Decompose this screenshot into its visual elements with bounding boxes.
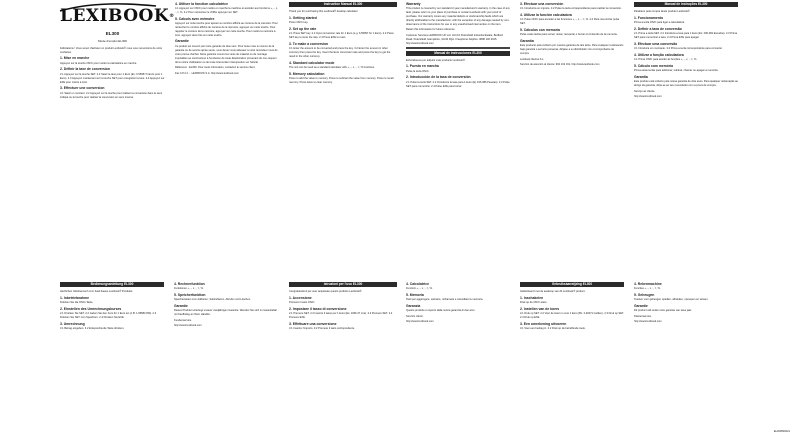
es-s1-head: 1. Puesta en marcha	[406, 64, 439, 69]
de-intro: Herzlichen Glückwunsch zum Kauf dieses Lexibook® Produkts.	[60, 290, 133, 293]
fr-s2-text: 2.1 Appuyez sur la touche SET. 2.2 Saisir la taxe pour 1 Euro (Ex: 6.55957 Francs pour 1 Euro). 2.3 Appuyez maintenant sur la touche SET pour enregistrer la taxe. 2.4 Appuyez sur EXE pour mettre à zéro.	[60, 72, 165, 84]
divider	[406, 47, 510, 49]
fr-s1-text: Appuyez sur la touche ON/C pour mettre la calculatrice en marche.	[60, 61, 137, 65]
pt-s5-head: 5. Cálculo com memória	[634, 63, 674, 68]
fr-mode-title: Mode d'emploi EL300	[98, 38, 127, 43]
pt-s1-text: Prima a tecla ON/C para ligar a calculadora.	[634, 21, 685, 25]
column-spanish-cont	[520, 0, 624, 276]
it-s6-text: Questo prodotto è coperto dalla nostra garanzia di due anni.	[406, 309, 476, 313]
nl-s6-head: Garantie	[634, 303, 648, 308]
nl-s4-head: 4. Rekenmachine	[634, 281, 662, 286]
lexibook-logo	[60, 6, 175, 26]
es-s1-text: Pulse la tecla ON/C.	[406, 69, 430, 73]
column-cover-french	[60, 0, 175, 276]
es-s6-head: Garantía	[520, 38, 534, 43]
column-dutch-cont	[634, 280, 738, 439]
fr-s2-head: 2. Définir la taxe de conversion	[60, 67, 110, 72]
pt-s6b-text: Serviço ao cliente.	[634, 89, 656, 93]
it-s4-text: Funzioni +, -, x, :, =, %.	[406, 287, 433, 291]
it-s5-head: 5. Memoria	[406, 292, 424, 297]
es-s3-text: 3.1 Introduzca un importe. 3.2 Pulse la tecla correspondiente para realizar la conversión.	[520, 7, 622, 11]
column-german	[60, 280, 164, 439]
en-s2-text: 2.1 Press SET key. 2.2 Input conversion rate for 1 Euro (e.g. 6.55957 for 1 Euro). 2.3 Press SET key to store the rate. 2.4 Press EXE to reset.	[289, 32, 394, 40]
column-warranty-spanish	[406, 0, 510, 276]
it-s2-head: 2. Impostare il tasso di conversione	[289, 306, 347, 311]
column-french-cont	[175, 0, 280, 276]
fr-s6-text: Ce produit est couvert par notre garantie de deux ans. Pour toute mise en œuvre de la garantie ou de service après-vente, vous devez vous adresser à votre revendeur muni de votre preuve d'achat. Notre garantie couvre les vices de matériel ou de montage imputables au constructeur à l'exclusion de toute détérioration provenant du non-respect de la notice d'utilisation ou de toute intervention intempestive sur l'article.	[175, 44, 278, 64]
fr-s6-head: Garantie	[175, 39, 189, 44]
es-s5-text: Pulse estas teclas para sumar, restar, recuperar o borrar el contenido de la memoria.	[520, 33, 618, 37]
column-italian	[289, 280, 397, 439]
de-s1-text: Drücken Sie die ON/C-Taste.	[60, 301, 94, 305]
en-s2-head: 2. Set up the rate	[289, 26, 317, 31]
es-manual-title: Manual de instrucciones EL300	[406, 51, 510, 56]
pt-s6-head: Garantia	[634, 74, 648, 79]
pt-s5-text: Prima estas teclas para adicionar, subtrair, chamar ou apagar a memória.	[634, 69, 719, 73]
fr-intro: Félicitations ! Vous venez d'acheter un produit Lexibook® nous vous remercions de votre confiance.	[60, 46, 163, 54]
nl-manual-title: Gebruiksaanwijzing EL300	[520, 282, 624, 287]
es-s2-head: 2. Introducción de la tasa de conversión	[406, 75, 471, 80]
en-s1-head: 1. Getting started	[289, 15, 317, 20]
it-manual-title: Istruzioni per l'uso EL300	[289, 282, 397, 287]
es-s2-text: 2.1 Pulse la tecla SET. 2.2 Introduzca la tasa para 1 Euro (Ej: 166.386 Pesetas). 2.3 Pulse SET para memorizar. 2.4 Pulse EXE para borrar.	[406, 80, 510, 88]
it-s4-head: 4. Calcolatrice	[406, 281, 429, 286]
fr-s5-text: Appuyez sur cette touche pour ajouter au nombre affiché au contenu de la mémoire. Pour retrancher le nombre affiché du contenu de la mémoire, appuyez sur cette touche. Pour rappeler le contenu de la mémoire, appuyez sur cette touche. Pour mettre la mémoire à zéro, appuyez deux fois sur cette touche.	[175, 22, 278, 37]
pt-s3-head: 3. Efectuar uma conversão	[634, 41, 678, 46]
column-english	[289, 0, 397, 276]
it-intro: Congratulazioni per aver acquistato questo prodotto Lexibook®.	[289, 290, 363, 293]
en-s5-head: 5. Memory calculation	[289, 71, 325, 76]
page-number: EL300IM0221	[773, 430, 790, 433]
it-s1-head: 1. Accensione	[289, 295, 312, 300]
nl-s5-text: Toetsen voor geheugen optellen, aftrekken, oproepen en wissen.	[634, 298, 709, 302]
pt-s4-head: 4. Utilizar a função calculadora	[634, 52, 684, 57]
de-s6-head: Garantie	[174, 303, 188, 308]
de-s1-head: 1. Inbetriebnahme	[60, 295, 90, 300]
pt-s2-head: 2. Definir a taxa de conversão	[634, 26, 682, 31]
fr-s3-text: 3.1 Saisir un montant. 3.2 Appuyez sur la touche pour réaliser la conversion dans le sens indiqué ou la touche pour réaliser la conversion en sens inverse.	[60, 91, 163, 99]
column-portuguese	[634, 0, 738, 276]
es-s4-head: 4. Utilizar la función calculadora	[520, 12, 572, 17]
logo-registered: ®	[169, 13, 175, 19]
en-s6c-text: Customer Services LEXIBOOK UK Ltd. Unit 10 Petersfield Industrial Estate, Bedford Road, Petersfield, Hampshire, GU32 3QA. Freephone helpline: 0808 100 3015. http://www.lexibook.com	[406, 33, 503, 45]
fr-s4-head: 4. Utiliser la fonction calculatrice	[175, 1, 228, 6]
fr-s4-text: 4.1 Appuyez sur ON/C pour mettre en marche la machine et accéder aux fonctions +, -, x, :, =, %. 4.2 Pour mémoriser le chiffre appuyez sur SET.	[175, 7, 278, 14]
de-s5-head: 5. Speicherfunktion	[174, 292, 206, 297]
en-s5-text: Press to add the value to memory. Press to subtract the value from memory. Press to recall memory. Press twice to clear memory.	[289, 77, 394, 85]
model-number: EL300	[105, 31, 120, 36]
pt-s2-text: 2.1 Prima a tecla SET. 2.2 Introduza a taxa para 1 Euro (Ex: 200.482 Escudos). 2.3 Prima SET para memorizar a taxa. 2.4 Prima EXE para apagar.	[634, 32, 738, 40]
fr-s6c-text: Fax 0 8 2 2 ... LEXIBOOK S.A. http://www.lexibook.com	[175, 71, 239, 75]
pt-s4-text: 4.1 Prima ON/C para aceder às funções +, -, x, :, =, %.	[634, 58, 697, 62]
pt-s3-text: 3.1 Introduza um montante. 3.2 Prima a tecla correspondente para converter.	[634, 47, 723, 51]
es-s6-text: Este producto está cubierto por nuestra garantía de dos años. Para cualquier reclamación bajo garantía o servicio posventa, diríjase a su distribuidor con el comprobante de compra.	[520, 44, 624, 56]
nl-s2-head: 2. Instellen van de koers	[520, 306, 560, 311]
nl-s2-text: 2.1 Druk op SET. 2.2 Voer de koers in voor 1 Euro (Bv: 2.20371 Gulden). 2.3 Druk op SET. 2.4 Druk op EXE.	[520, 312, 624, 320]
nl-s6c-text: http://www.lexibook.com	[634, 320, 662, 324]
en-s6-head: Warranty	[406, 1, 421, 6]
fr-s6b-text: Référence : EL300. Pour toute information, contactez le service client.	[175, 66, 256, 70]
es-s4-text: 4.1 Pulse ON/C para acceder a las funciones +, -, x, :, =, %. 4.2 Para memorizar pulse SET.	[520, 18, 620, 26]
pt-s6c-text: http://www.lexibook.com	[634, 95, 662, 99]
nl-s1-head: 1. Inschakelen	[520, 295, 544, 300]
de-s2-head: 2. Einstellen des Umrechnungskurses	[60, 306, 122, 311]
logo-brand: LEXIBOOK	[60, 6, 170, 26]
logo-swoosh-icon	[58, 2, 158, 12]
en-s3-text: 3.1 Enter the amount to be converted and press the key. 3.2 Enter the amount in other currency then press the key. Insert the Euro conversion rate and press the key to get the result in the other currency.	[289, 47, 391, 58]
en-manual-title: Instruction Manual EL300	[289, 2, 397, 7]
pt-manual-title: Manual de instruções EL300	[634, 2, 738, 7]
it-s6c-text: http://www.lexibook.com	[406, 320, 434, 324]
en-s6-text: This product is covered by our standard 2-year manufacturer's warranty. In the case of any fault, please return to your place of purchase or contact Lexibook with your proof of purchase. Our warranty covers any material defects or workmanship faults which are directly attributable to the manufacturer, with the exception of any damage caused by non-observance of the instructions for use or any unauthorised intervention on the item.	[406, 7, 510, 26]
es-s3-head: 3. Efectuar una conversión	[520, 1, 564, 6]
de-s4-text: Funktionen +, -, x, :, =, %.	[174, 287, 204, 291]
nl-s3-text: 3.1 Voer een bedrag in. 3.2 Druk op de betreffende toets.	[520, 327, 586, 331]
nl-s3-head: 3. Een omrekening uitvoeren	[520, 321, 567, 326]
it-s5-text: Tasti per aggiungere, sottrarre, richiamare e cancellare la memoria.	[406, 298, 484, 302]
en-s1-text: Press ON/C key.	[289, 21, 309, 25]
column-german-cont	[174, 280, 280, 439]
column-italian-cont	[406, 280, 510, 439]
pt-s6-text: Este produto está coberto pela nossa garantia de dois anos. Para qualquer reclamação ao abrigo da garantia, dirija-se ao seu revendedor com a prova de compra.	[634, 80, 738, 88]
en-s4-head: 4. Standard calculator mode	[289, 60, 335, 65]
nl-intro: Gefeliciteerd met de aankoop van dit Lexibook® product.	[520, 290, 586, 293]
de-s2-text: 2.1 Drücken Sie SET. 2.2 Geben Sie den Kurs für 1 Euro ein (z.B. 1.95583 DM). 2.3 Drücken Sie SET zum Speichern. 2.4 Drücken Sie EXE.	[60, 312, 157, 320]
pt-intro: Parabéns pela compra deste produto Lexibook®.	[634, 10, 691, 13]
de-manual-title: Bedienungsanleitung EL300	[60, 282, 164, 287]
de-s6b-text: Kundenservice.	[174, 318, 192, 322]
fr-s1-head: 1. Mise en marche	[60, 56, 90, 61]
it-s3-text: 3.1 Inserire l'importo. 3.2 Premere il tasto corrispondente.	[289, 327, 355, 331]
es-s6b-text: Lexibook Iberica S.L.	[520, 57, 545, 61]
it-s3-head: 3. Effettuare una conversione	[289, 321, 337, 326]
en-intro: Thank you for purchasing this Lexibook® desktop calculator.	[289, 10, 359, 13]
es-intro: Enhorabuena por adquirir este producto Lexibook®.	[406, 58, 466, 62]
de-s6c-text: http://www.lexibook.com	[174, 324, 202, 328]
en-s6b-text: Retain this information for future reference.	[406, 28, 456, 32]
es-s5-head: 5. Cálculos con memoria	[520, 27, 560, 32]
de-s5-text: Speichertasten zum Addieren, Subtrahieren, Abrufen und Löschen.	[174, 298, 251, 302]
en-s3-head: 3. To make a conversion	[289, 41, 329, 46]
leaflet-bottom-row	[0, 280, 802, 439]
fr-s5-head: 5. Calculs avec mémoire	[175, 16, 215, 21]
nl-s6b-text: Klantenservice.	[634, 314, 652, 318]
de-s3-head: 3. Umrechnung	[60, 321, 85, 326]
nl-s4-text: Functies +, -, x, :, =, %.	[634, 287, 661, 291]
en-s4-text: The unit can be used as a standard calculator with +, -, x, :, =, % functions.	[289, 66, 375, 70]
column-dutch	[520, 280, 624, 439]
de-s6-text: Dieses Produkt unterliegt unserer zweijährigen Garantie. Wenden Sie sich im Garantiefall mit Kaufbeleg an Ihren Händler.	[174, 309, 277, 317]
nl-s6-text: Dit product valt onder onze garantie van twee jaar.	[634, 309, 692, 313]
es-s6c-text: Servicio de atención al cliente: 902 102 191. http://www.lexibook.com	[520, 63, 600, 67]
fr-s3-head: 3. Effectuer une conversion	[60, 86, 105, 91]
nl-s5-head: 5. Geheugen	[634, 292, 655, 297]
pt-s1-head: 1. Funcionamento	[634, 15, 664, 20]
it-s1-text: Premere il tasto ON/C.	[289, 301, 316, 305]
de-s3-text: 3.1 Betrag eingeben. 3.2 Entsprechende Taste drücken.	[60, 327, 125, 331]
de-s4-head: 4. Rechnerfunktion	[174, 281, 205, 286]
it-s6b-text: Servizio clienti.	[406, 314, 424, 318]
logo-block	[60, 6, 175, 26]
nl-s1-text: Druk op de ON/C-toets.	[520, 301, 548, 305]
it-s2-text: 2.1 Premere SET. 2.2 Inserire il tasso per 1 Euro (Es: 1936.27 Lire). 2.3 Premere SET. 2.4 Premere EXE.	[289, 312, 393, 320]
it-s6-head: Garanzia	[406, 303, 421, 308]
